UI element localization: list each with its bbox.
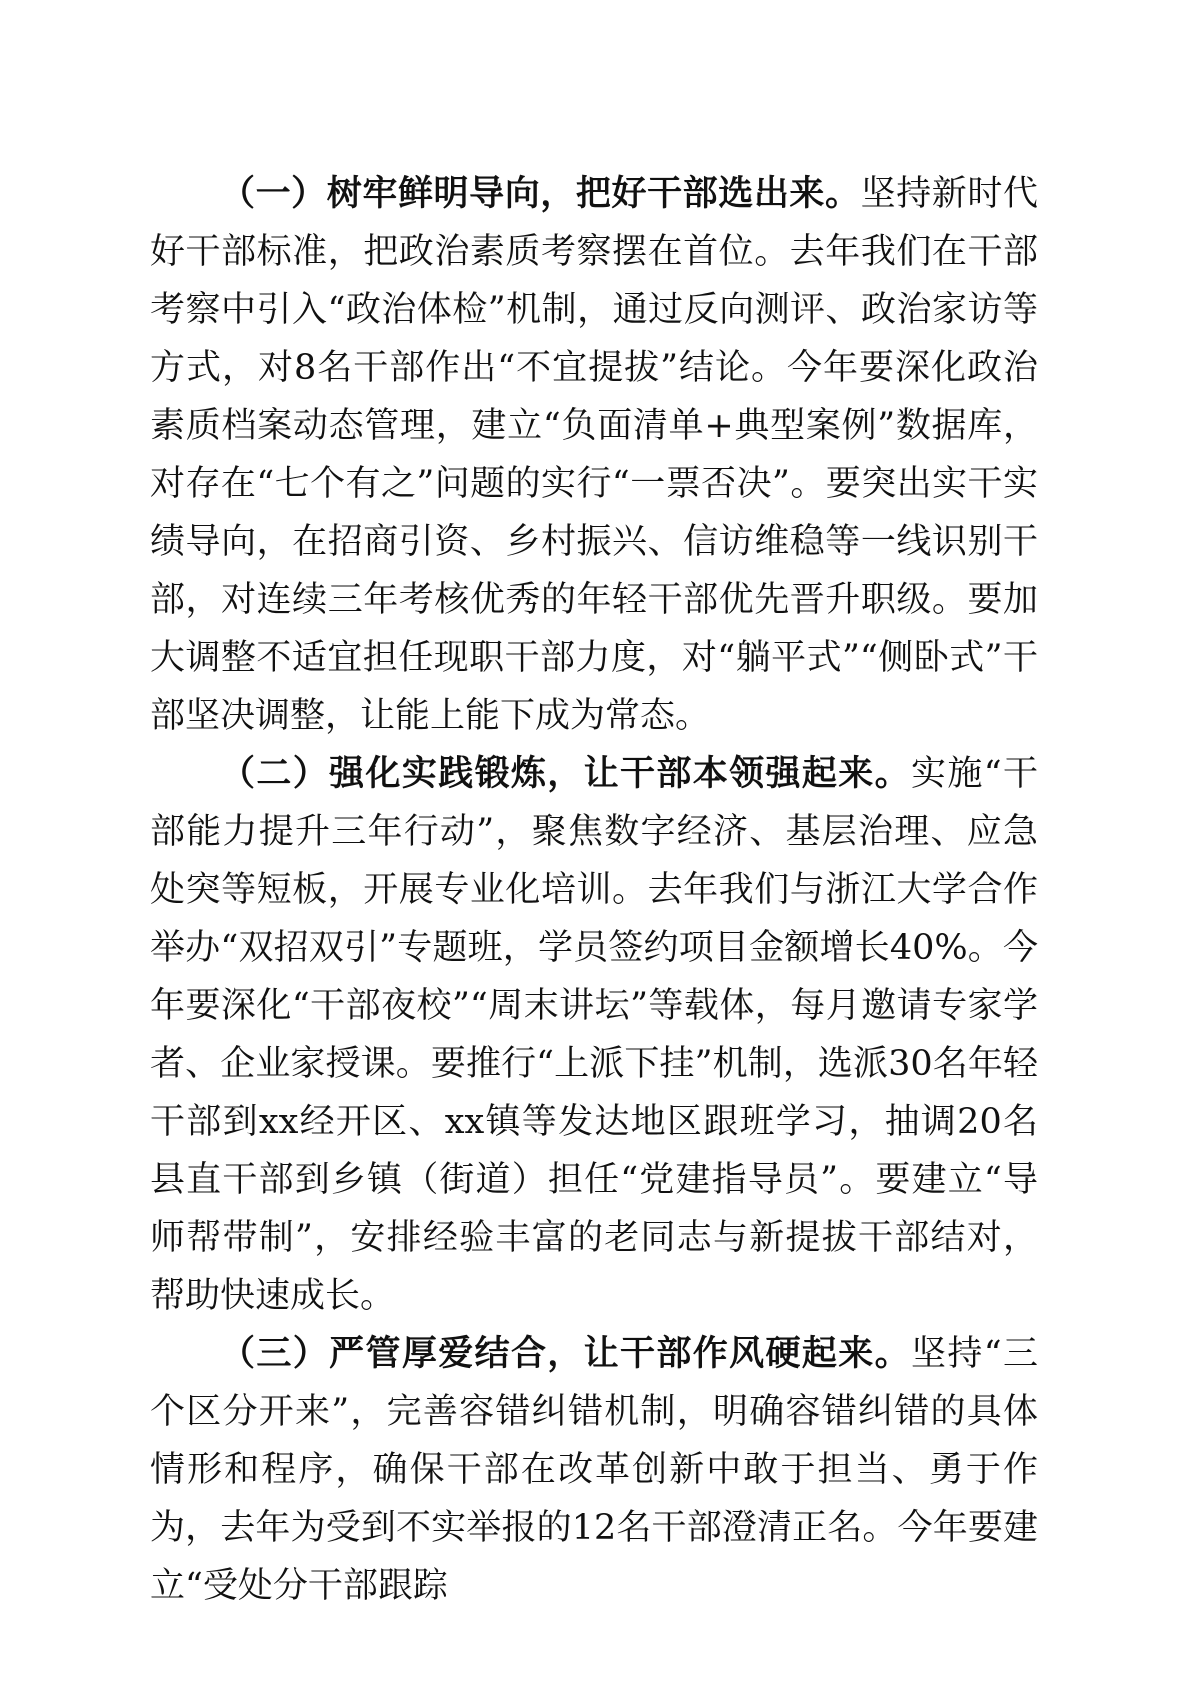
paragraph-1-body: 坚持新时代好干部标准，把政治素质考察摆在首位。去年我们在干部考察中引入“政治体检”机制，通过反向测评、政治家访等方式，对8名干部作出“不宜提拔”结论。今年要深化政治素质档案动态管理，建立“负面清单+典型案例”数据库，对存在“七个有之”问题的实行“一票否决”。要突出实干实绩导向，在招商引资、乡村振兴、信访维稳等一线识别干部，对连续三年考核优秀的年轻干部优先晋升职级。要加大调整不适宜担任现职干部力度，对“躺平式”“侧卧式”干部坚决调整，让能上能下成为常态。	[150, 174, 1038, 736]
document-page	[150, 165, 1038, 1615]
paragraph-3	[150, 1325, 1038, 1615]
paragraph-2-heading: （二）强化实践锻炼，让干部本领强起来。	[220, 754, 911, 794]
paragraph-1	[150, 165, 1038, 745]
paragraph-1-heading: （一）树牢鲜明导向，把好干部选出来。	[220, 174, 861, 214]
paragraph-2	[150, 745, 1038, 1325]
paragraph-3-heading: （三）严管厚爱结合，让干部作风硬起来。	[220, 1334, 911, 1374]
paragraph-2-body: 实施“干部能力提升三年行动”，聚焦数字经济、基层治理、应急处突等短板，开展专业化培训。去年我们与浙江大学合作举办“双招双引”专题班，学员签约项目金额增长40%。今年要深化“干部夜校”“周末讲坛”等载体，每月邀请专家学者、企业家授课。要推行“上派下挂”机制，选派30名年轻干部到xx经开区、xx镇等发达地区跟班学习，抽调20名县直干部到乡镇（街道）担任“党建指导员”。要建立“导师帮带制”，安排经验丰富的老同志与新提拔干部结对，帮助快速成长。	[150, 754, 1038, 1316]
paragraph-3-body: 坚持“三个区分开来”，完善容错纠错机制，明确容错纠错的具体情形和程序，确保干部在改革创新中敢于担当、勇于作为，去年为受到不实举报的12名干部澄清正名。今年要建立“受处分干部跟踪	[150, 1334, 1038, 1606]
